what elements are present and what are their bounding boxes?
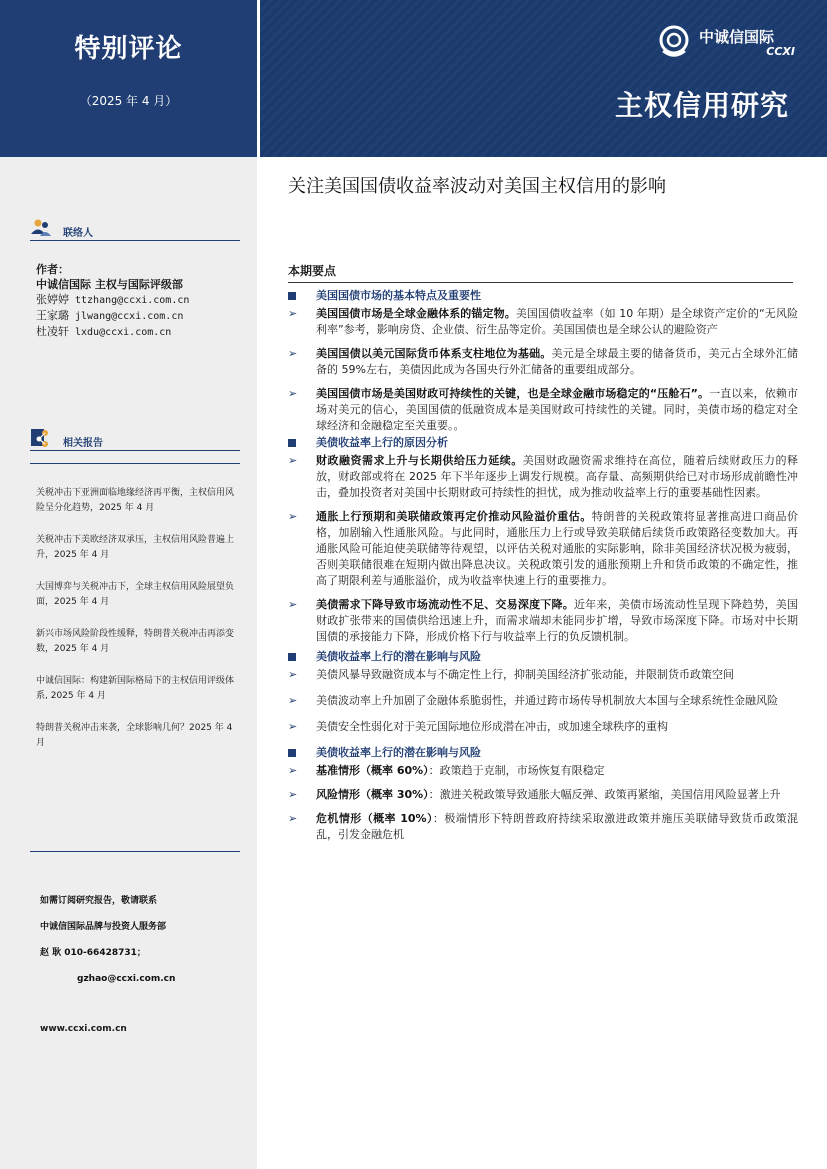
article-title: 关注美国国债收益率波动对美国主权信用的影响 <box>288 176 666 197</box>
logo-text-cn: 中诚信国际 <box>699 28 775 46</box>
share-icon <box>30 428 52 448</box>
summary-bullet: ➢ 美国国债以美元国际货币体系支柱地位为基础。美元是全球最主要的储备货币，美元占全球外汇储备的 59%左右，美债因此成为各国央行外汇储备的重要组成部分。 <box>288 346 798 378</box>
author-name: 王家璐 <box>36 309 69 322</box>
people-icon <box>30 218 52 238</box>
summary-bullet: ➢ 通胀上行预期和美联储政策再定价推动风险溢价重估。特朗普的关税政策将显著推高进口商品价格，加剧输入性通胀风险。与此同时，通胀压力上行或导致美联储后续货币政策路径变数加大。再通胀风险可能迫使美联储等待观望，以评估关税对通胀的实际影响，除非美国经济状况极为疲弱，否则美联储很难在短期内做出降息决议。关税政策引发的通胀预期上升和货币政策的不确定性，推高了期限利差与通胀溢价，成为收益率快速上行的重要推力。 <box>288 509 798 589</box>
author-email[interactable]: lxdu@ccxi.com.cn <box>75 327 172 338</box>
summary-bullet: ➢ 美国国债市场是全球金融体系的锚定物。美国国债收益率（如 10 年期）是全球资产定价的“无风险利率”参考，影响房贷、企业债、衍生品等定价。美国国债也是全球公认的避险资产 <box>288 306 798 338</box>
banner <box>260 0 827 157</box>
author-row <box>36 292 189 308</box>
summary-bullet: ➢ 美债需求下降导致市场流动性不足、交易深度下降。近年来，美债市场流动性呈现下降趋势，美国财政扩张带来的国债供给迅速上升，而需求端却未能同步扩增，导致市场深度下降。市场对中长期国债的承接能力下降，形成价格下行与收益率上行的负反馈机制。 <box>288 597 798 645</box>
related-report-item[interactable]: 中诚信国际：构建新国际格局下的主权信用评级体系, 2025 年 4 月 <box>36 676 235 701</box>
subscription-contact <box>40 888 240 992</box>
author-row <box>36 324 189 340</box>
summary-bullet: ➢ 美国国债市场是美国财政可持续性的关键，也是全球金融市场稳定的“压舱石”。一直以来，依赖市场对美元的信心，美国国债的低融资成本是美国财政可持续性的关键。同时，美债市场的稳定对全球经济和金融稳定至关重要。。 <box>288 386 798 434</box>
report-type: 特别评论 <box>74 34 183 64</box>
summary-heading: 本期要点 <box>288 262 793 283</box>
summary-section-heading: 美债收益率上行的原因分析 <box>288 435 798 451</box>
contact-line: 赵 耿 010-66428731； <box>40 948 146 958</box>
summary-bullet: ➢ 风险情形（概率 30%）：激进关税政策导致通胀大幅反弹、政策再紧缩，美国信用风险显著上升 <box>288 787 798 803</box>
contacts-section-header <box>30 218 240 241</box>
summary-bullet: ➢ 财政融资需求上升与长期供给压力延续。美国财政融资需求维持在高位，随着后续财政压力的释放，财政部或将在 2025 年下半年逐步上调发行规模。高存量、高频期供给已对市场形成前瞻性冲击，叠加投资者对美国中长期财政可持续性的担忧，成为推动收益率上行的重要基础性因素。 <box>288 453 798 501</box>
logo-icon <box>655 24 693 58</box>
related-report-item[interactable]: 大国博弈与关税冲击下，全球主权信用风险展望负面，2025 年 4 月 <box>36 582 235 607</box>
related-section-header <box>30 428 240 451</box>
report-date: （2025 年 4 月） <box>79 94 178 108</box>
summary-section-heading: 美国国债市场的基本特点及重要性 <box>288 288 798 304</box>
summary-bullet: ➢ 基准情形（概率 60%）：政策趋于克制，市场恢复有限稳定 <box>288 763 798 779</box>
divider <box>30 851 240 852</box>
author-email[interactable]: jlwang@ccxi.com.cn <box>75 311 184 322</box>
summary-bullet: ➢ 美债安全性弱化对于美元国际地位形成潜在冲击，或加速全球秩序的重构 <box>288 719 798 735</box>
related-report-item[interactable]: 关税冲击下亚洲面临地缘经济再平衡，主权信用风险呈分化趋势，2025 年 4 月 <box>36 488 235 513</box>
contact-line: 如需订阅研究报告，敬请联系 <box>40 896 158 906</box>
summary-body <box>288 288 798 843</box>
ccxi-logo[interactable] <box>655 22 795 62</box>
website-link[interactable]: www.ccxi.com.cn <box>40 1024 127 1034</box>
related-reports-list <box>36 486 236 768</box>
summary-section-heading: 美债收益率上行的潜在影响与风险 <box>288 745 798 761</box>
divider <box>30 463 240 464</box>
logo-text-en: CCXI <box>766 45 795 58</box>
related-report-item[interactable]: 特朗普关税冲击来袭，全球影响几何？2025 年 4 月 <box>36 723 233 748</box>
author-heading: 作者： <box>36 263 69 276</box>
author-dept: 中诚信国际 主权与国际评级部 <box>36 278 183 291</box>
related-report-item[interactable]: 新兴市场风险阶段性缓释，特朗普关税冲击再添变数，2025 年 4 月 <box>36 629 235 654</box>
summary-bullet: ➢ 危机情形（概率 10%）：极端情形下特朗普政府持续采取激进政策并施压美联储导致货币政策混乱，引发金融危机 <box>288 811 798 843</box>
section-title: 主权信用研究 <box>614 89 789 122</box>
contact-line: 中诚信国际品牌与投资人服务部 <box>40 922 167 932</box>
author-email[interactable]: ttzhang@ccxi.com.cn <box>75 295 190 306</box>
contacts-label: 联络人 <box>63 228 93 239</box>
summary-section-heading: 美债收益率上行的潜在影响与风险 <box>288 649 798 665</box>
summary-bullet: ➢ 美债波动率上升加剧了金融体系脆弱性，并通过跨市场传导机制放大本国与全球系统性金融风险 <box>288 693 798 709</box>
authors-block <box>36 262 189 340</box>
report-type-header <box>0 0 257 157</box>
author-row <box>36 308 189 324</box>
author-name: 杜凌轩 <box>36 325 69 338</box>
summary-bullet: ➢ 美债风暴导致融资成本与不确定性上行，抑制美国经济扩张动能，并限制货币政策空间 <box>288 667 798 683</box>
related-report-item[interactable]: 关税冲击下美欧经济双承压，主权信用风险普遍上升，2025 年 4 月 <box>36 535 235 560</box>
author-name: 张婷婷 <box>36 293 69 306</box>
related-label: 相关报告 <box>63 438 103 449</box>
contact-email[interactable]: gzhao@ccxi.com.cn <box>77 974 176 984</box>
